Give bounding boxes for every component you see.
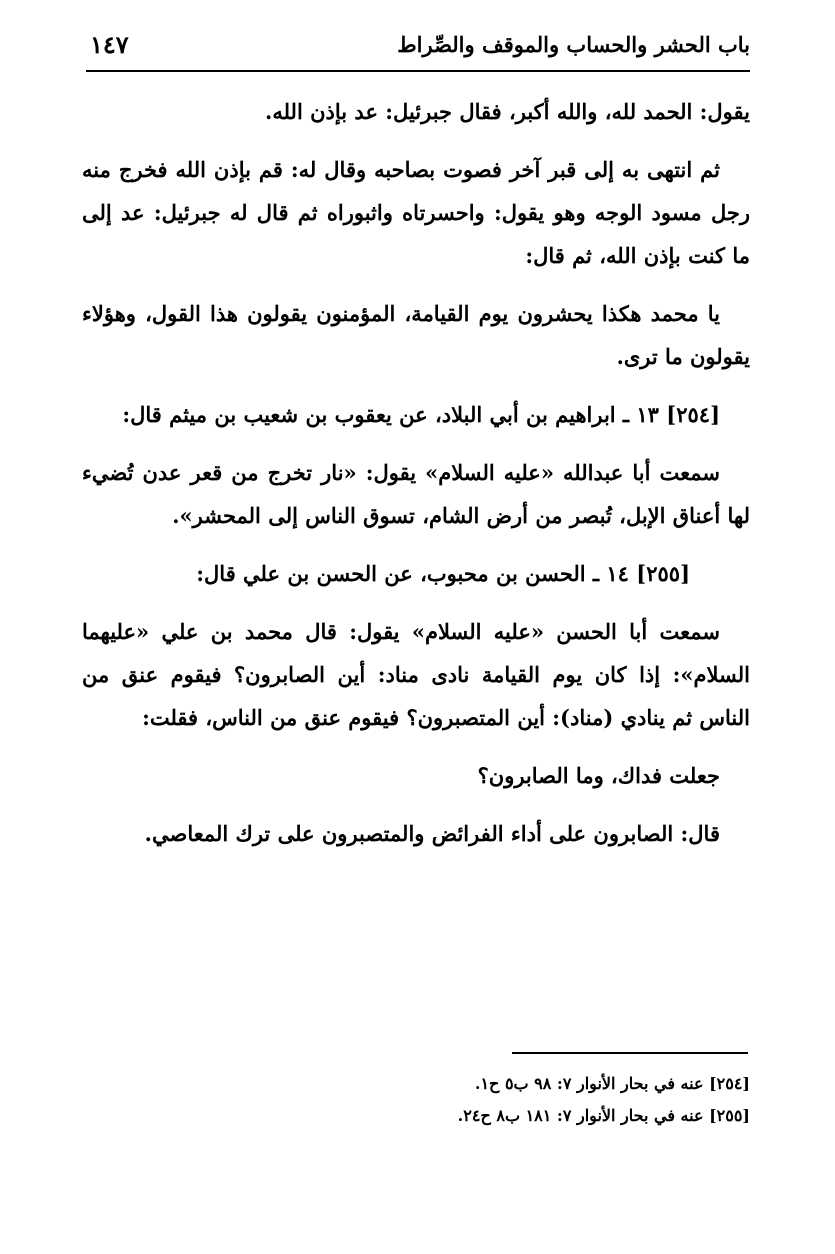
paragraph: سمعت أبا الحسن «عليه السلام» يقول: قال محمد بن علي «عليهما السلام»: إذا كان يوم القيامة نادى مناد: أين الصابرون؟ فيقوم عنق من الناس ثم ينادي (مناد): أين المتصبرون؟ فيقوم عنق من الناس، فقلت: <box>82 619 750 730</box>
paragraph: يقول: الحمد لله، والله أكبر، فقال جبرئيل: عد بإذن الله. <box>265 99 750 124</box>
footnote: [٢٥٥] عنه في بحار الأنوار ٧: ١٨١ ب٨ ح٢٤. <box>457 1106 750 1125</box>
running-header <box>86 30 750 72</box>
page-number: ١٤٧ <box>90 30 129 59</box>
main-text <box>82 90 750 870</box>
chapter-title: باب الحشر والحساب والموقف والصِّراط <box>397 32 750 57</box>
paragraph: قال: الصابرون على أداء الفرائض والمتصبرون على ترك المعاصي. <box>144 821 720 846</box>
paragraph: جعلت فداك، وما الصابرون؟ <box>477 763 720 788</box>
paragraph: سمعت أبا عبدالله «عليه السلام» يقول: «نار تخرج من قعر عدن تُضيء لها أعناق الإبل، تُبصر من أرض الشام، تسوق الناس إلى المحشر». <box>82 460 750 528</box>
hadith-heading: [٢٥٥] ١٤ ـ الحسن بن محبوب، عن الحسن بن علي قال: <box>196 561 690 586</box>
footnote: [٢٥٤] عنه في بحار الأنوار ٧: ٩٨ ب٥ ح١. <box>474 1074 750 1093</box>
paragraph: ثم انتهى به إلى قبر آخر فصوت بصاحبه وقال له: قم بإذن الله فخرج منه رجل مسود الوجه وهو يقول: واحسرتاه واثبوراه ثم قال له جبرئيل: عد إلى ما كنت بإذن الله، ثم قال: <box>82 157 750 268</box>
footnote-divider <box>512 1052 748 1054</box>
paragraph: يا محمد هكذا يحشرون يوم القيامة، المؤمنون يقولون هذا القول، وهؤلاء يقولون ما ترى. <box>82 301 750 369</box>
hadith-heading: [٢٥٤] ١٣ ـ ابراهيم بن أبي البلاد، عن يعقوب بن شعيب بن ميثم قال: <box>122 402 720 427</box>
footnotes <box>82 1068 750 1132</box>
